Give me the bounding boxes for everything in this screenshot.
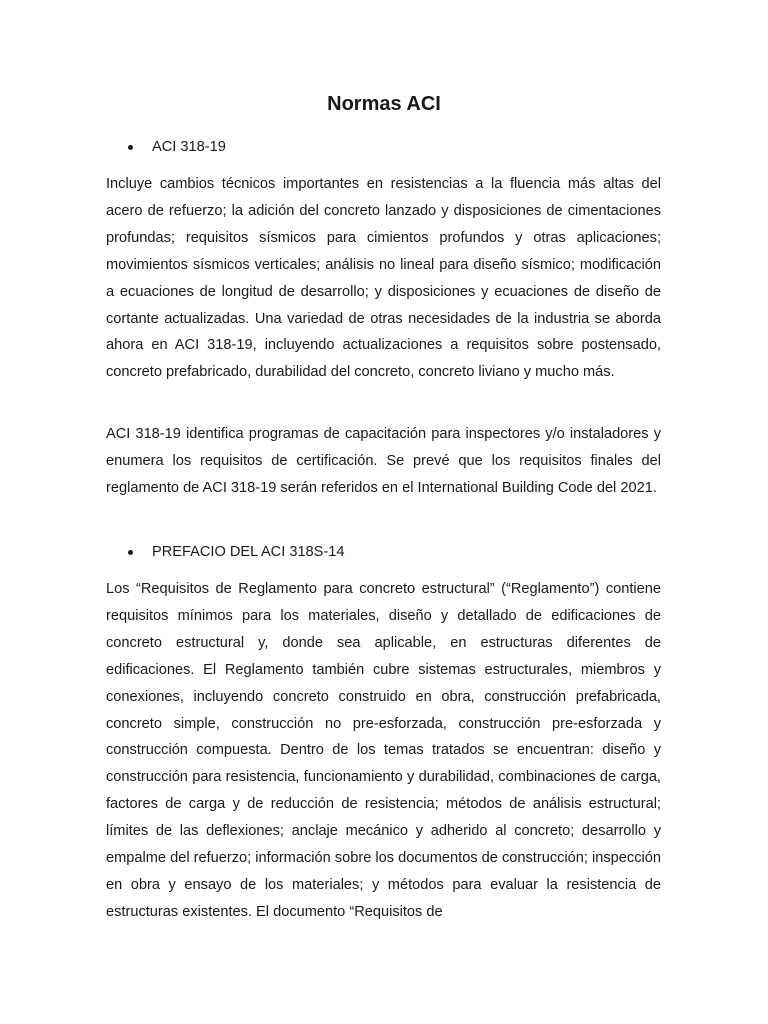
paragraph-aci-318-19-training: ACI 318-19 identifica programas de capacitación para inspectores y/o instaladores y enumera los requisitos de certificación. Se prevé que los requisitos finales del reglamento de ACI 318-19 serán referidos en el International Building Code del 2021.: [106, 426, 661, 496]
document-title: Normas ACI: [327, 93, 441, 115]
bullet-dot-icon: [128, 550, 133, 555]
bullet-label: PREFACIO DEL ACI 318S-14: [152, 544, 345, 560]
paragraph-prefacio: Los “Requisitos de Reglamento para concreto estructural” (“Reglamento”) contiene requisitos mínimos para los materiales, diseño y detallado de edificaciones de concreto estructural y, donde sea aplicable, en estructuras diferentes de edificaciones. El Reglamento también cubre sistemas estructurales, miembros y conexiones, incluyendo concreto construido en obra, construcción prefabricada, concreto simple, construcción no pre-esforzada, construcción pre-esforzada y construcción compuesta. Dentro de los temas tratados se encuentran: diseño y construcción para resistencia, funcionamiento y durabilidad, combinaciones de carga, factores de carga y de reducción de resistencia; métodos de análisis estructural; límites de las deflexiones; anclaje mecánico y adherido al concreto; desarrollo y empalme del refuerzo; información sobre los documentos de construcción; inspección en obra y ensayo de los materiales; y métodos para evaluar la resistencia de estructuras existentes. El documento “Requisitos de: [106, 581, 661, 920]
paragraph-aci-318-19-changes: Incluye cambios técnicos importantes en resistencias a la fluencia más altas del acero de refuerzo; la adición del concreto lanzado y disposiciones de cimentaciones profundas; requisitos sísmicos para cimientos profundos y otras aplicaciones; movimientos sísmicos verticales; análisis no lineal para diseño sísmico; modificación a ecuaciones de longitud de desarrollo; y disposiciones y ecuaciones de diseño de cortante actualizadas. Una variedad de otras necesidades de la industria se aborda ahora en ACI 318-19, incluyendo actualizaciones a requisitos sobre postensado, concreto prefabricado, durabilidad del concreto, concreto liviano y mucho más.: [106, 176, 661, 381]
bullet-label: ACI 318-19: [152, 139, 226, 155]
bullet-dot-icon: [128, 145, 133, 150]
